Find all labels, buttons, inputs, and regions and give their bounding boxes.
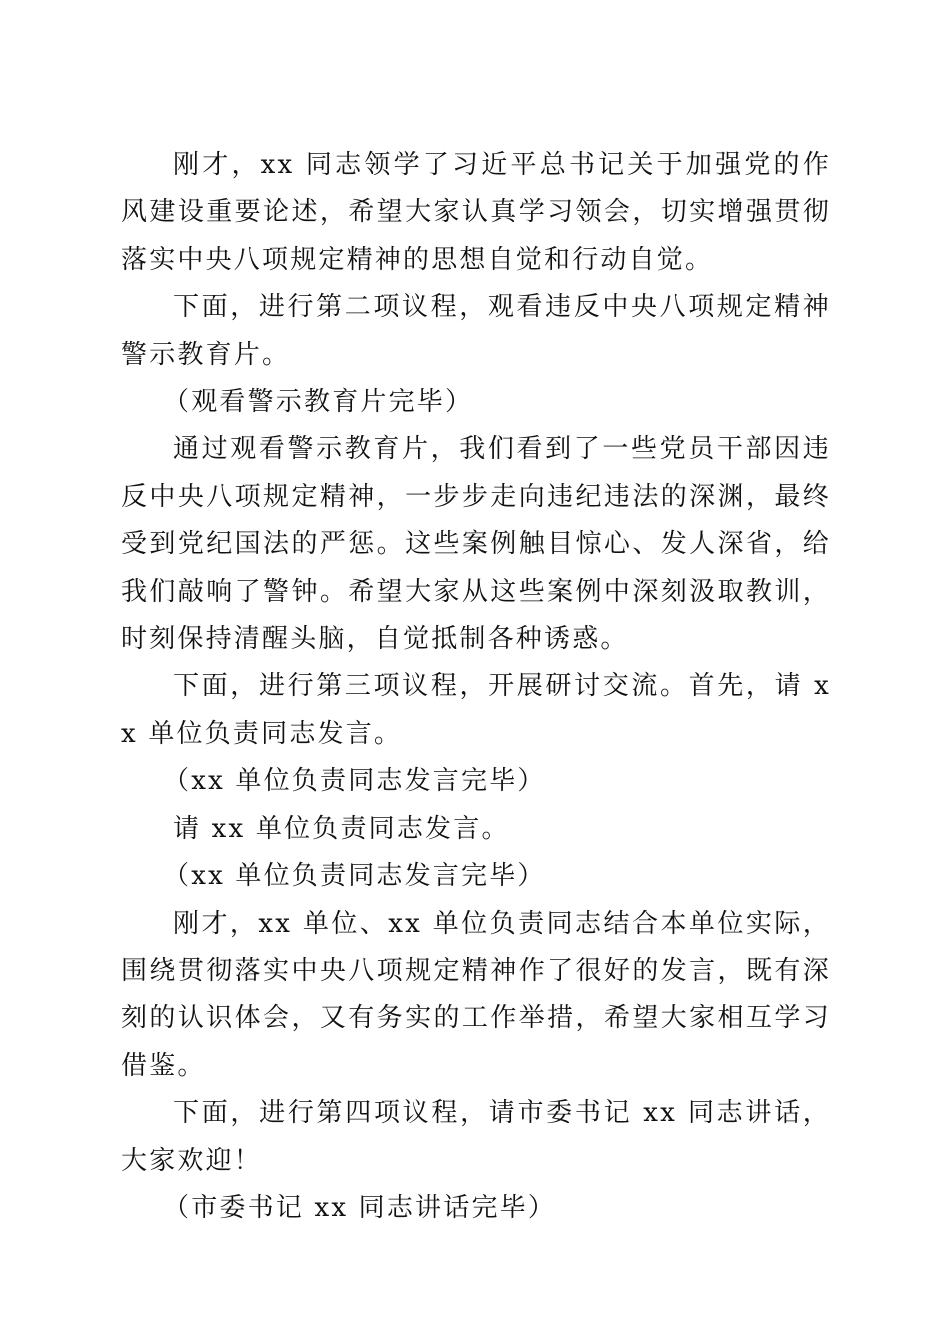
paragraph-study-summary: 刚才，xx 同志领学了习近平总书记关于加强党的作风建设重要论述，希望大家认真学习领会，切实增强贯彻落实中央八项规定精神的思想自觉和行动自觉。 (121, 150, 831, 275)
note-second-speech-finished: （xx 单位负责同志发言完毕） (163, 861, 546, 892)
paragraph-agenda-item-three: 下面，进行第三项议程，开展研讨交流。首先，请 xx 单位负责同志发言。 (121, 671, 831, 749)
paragraph-video-reflection: 通过观看警示教育片，我们看到了一些党员干部因违反中央八项规定精神，一步步走向违纪违法的深渊，最终受到党纪国法的严惩。这些案例触目惊心、发人深省，给我们敲响了警钟。希望大家从这些案例中深刻汲取教训，时刻保持清醒头脑，自觉抵制各种诱惑。 (121, 434, 831, 655)
note-secretary-speech-finished: （市委书记 xx 同志讲话完毕） (163, 1192, 557, 1223)
paragraph-discussion-summary: 刚才，xx 单位、xx 单位负责同志结合本单位实际，围绕贯彻落实中央八项规定精神作了很好的发言，既有深刻的认识体会，又有务实的工作举措，希望大家相互学习借鉴。 (121, 908, 831, 1081)
paragraph-agenda-item-four: 下面，进行第四项议程，请市委书记 xx 同志讲话，大家欢迎！ (121, 1098, 831, 1176)
paragraph-agenda-item-two: 下面，进行第二项议程，观看违反中央八项规定精神警示教育片。 (121, 292, 831, 370)
note-first-speech-finished: （xx 单位负责同志发言完毕） (163, 766, 546, 797)
paragraph-second-speaker: 请 xx 单位负责同志发言。 (173, 813, 510, 844)
document-body (121, 142, 831, 1232)
note-video-finished: （观看警示教育片完毕） (163, 387, 474, 418)
